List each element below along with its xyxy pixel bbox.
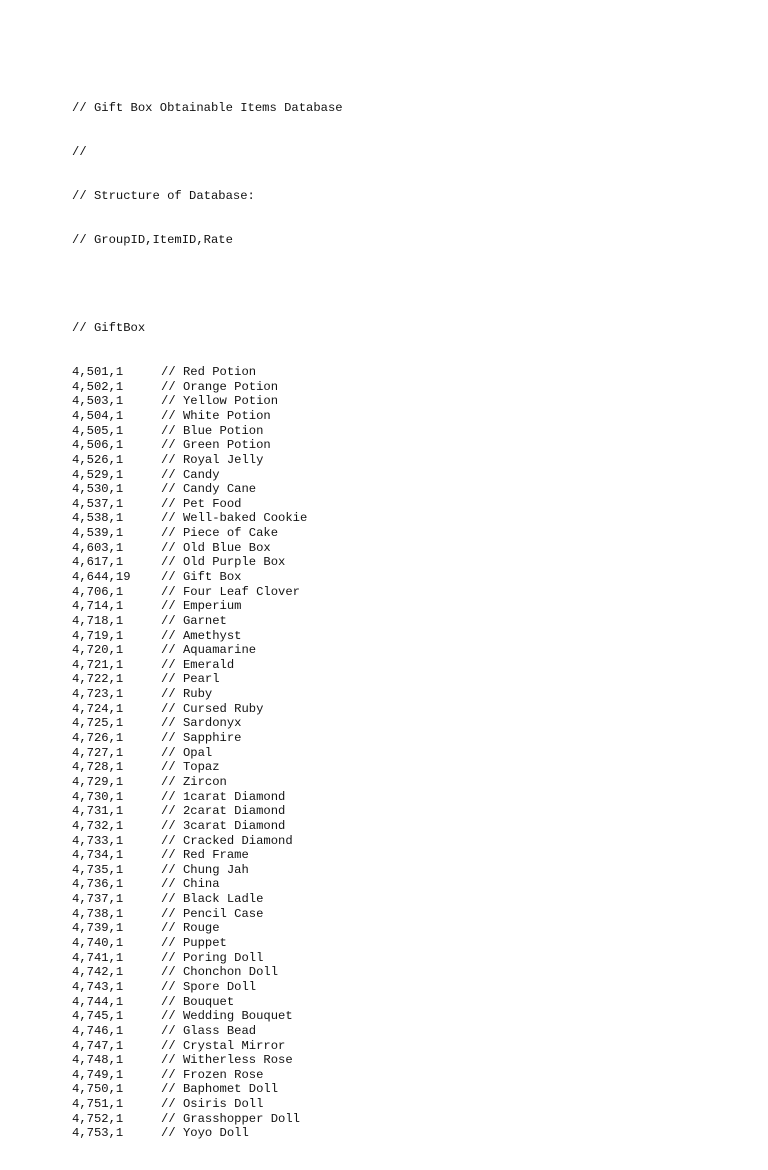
section-label: // GiftBox bbox=[72, 321, 146, 336]
entry-comment: // Garnet bbox=[161, 613, 227, 628]
list-item bbox=[72, 716, 343, 731]
entry-values: 4,738,1 bbox=[72, 906, 124, 921]
entry-values: 4,706,1 bbox=[72, 584, 124, 599]
entry-values: 4,617,1 bbox=[72, 555, 124, 570]
entry-values: 4,501,1 bbox=[72, 365, 124, 380]
list-item bbox=[72, 936, 343, 951]
entry-values: 4,537,1 bbox=[72, 496, 124, 511]
entry-comment: // China bbox=[161, 877, 220, 892]
entry-values: 4,732,1 bbox=[72, 818, 124, 833]
entry-comment: // Pet Food bbox=[161, 496, 242, 511]
entry-comment: // 1carat Diamond bbox=[161, 789, 286, 804]
entry-values: 4,726,1 bbox=[72, 731, 124, 746]
entry-values: 4,731,1 bbox=[72, 804, 124, 819]
entry-comment: // Yoyo Doll bbox=[161, 1126, 249, 1141]
list-item bbox=[72, 468, 343, 483]
entry-values: 4,530,1 bbox=[72, 482, 124, 497]
list-item bbox=[72, 1112, 343, 1127]
entry-comment: // Gift Box bbox=[161, 570, 242, 584]
list-item bbox=[72, 599, 343, 614]
entry-values: 4,603,1 bbox=[72, 540, 124, 555]
entry-comment: // Crystal Mirror bbox=[161, 1038, 286, 1053]
list-item bbox=[72, 863, 343, 878]
entry-comment: // 3carat Diamond bbox=[161, 818, 286, 833]
entry-comment: // Sardonyx bbox=[161, 716, 242, 731]
entry-comment: // Yellow Potion bbox=[161, 394, 279, 409]
entry-comment: // Candy Cane bbox=[161, 482, 257, 497]
entry-comment: // Emerald bbox=[161, 657, 235, 672]
list-item bbox=[72, 1039, 343, 1054]
entry-comment: // Pencil Case bbox=[161, 906, 264, 921]
entry-values: 4,750,1 bbox=[72, 1082, 124, 1097]
entry-comment: // Cracked Diamond bbox=[161, 833, 293, 848]
list-item bbox=[72, 790, 343, 805]
list-item bbox=[72, 775, 343, 790]
header-structure-comment: // Structure of Database: bbox=[72, 189, 255, 204]
list-item bbox=[72, 746, 343, 761]
entry-values: 4,747,1 bbox=[72, 1038, 124, 1053]
entry-values: 4,718,1 bbox=[72, 613, 124, 628]
entry-comment: // Chonchon Doll bbox=[161, 965, 279, 980]
list-item bbox=[72, 643, 343, 658]
entry-comment: // Osiris Doll bbox=[161, 1097, 264, 1112]
entry-comment: // Orange Potion bbox=[161, 379, 279, 394]
list-item bbox=[72, 482, 343, 497]
entry-values: 4,749,1 bbox=[72, 1067, 124, 1082]
entry-values: 4,741,1 bbox=[72, 950, 124, 965]
entry-comment: // Black Ladle bbox=[161, 892, 264, 907]
entry-comment: // Well-baked Cookie bbox=[161, 511, 308, 526]
entry-comment: // Topaz bbox=[161, 760, 220, 775]
list-item bbox=[72, 1097, 343, 1112]
entry-comment: // Frozen Rose bbox=[161, 1067, 264, 1082]
entry-comment: // Four Leaf Clover bbox=[161, 584, 300, 599]
entry-values: 4,730,1 bbox=[72, 789, 124, 804]
list-item bbox=[72, 995, 343, 1010]
entry-comment: // Old Blue Box bbox=[161, 540, 271, 555]
entry-values: 4,714,1 bbox=[72, 599, 124, 614]
entry-values: 4,644,19 bbox=[72, 570, 131, 584]
list-item bbox=[72, 511, 343, 526]
entries-list bbox=[72, 365, 343, 1141]
entry-values: 4,503,1 bbox=[72, 394, 124, 409]
entry-comment: // Ruby bbox=[161, 687, 213, 702]
entry-values: 4,746,1 bbox=[72, 1023, 124, 1038]
entry-values: 4,502,1 bbox=[72, 379, 124, 394]
entry-values: 4,723,1 bbox=[72, 687, 124, 702]
entry-values: 4,722,1 bbox=[72, 672, 124, 687]
list-item bbox=[72, 497, 343, 512]
list-item bbox=[72, 1024, 343, 1039]
list-item bbox=[72, 702, 343, 717]
entry-values: 4,736,1 bbox=[72, 877, 124, 892]
entry-values: 4,727,1 bbox=[72, 745, 124, 760]
entry-comment: // Zircon bbox=[161, 774, 227, 789]
list-item bbox=[72, 555, 343, 570]
entry-values: 4,504,1 bbox=[72, 408, 124, 423]
entry-comment: // Opal bbox=[161, 745, 213, 760]
list-item bbox=[72, 424, 343, 439]
entry-values: 4,737,1 bbox=[72, 892, 124, 907]
entry-comment: // Puppet bbox=[161, 936, 227, 951]
entry-values: 4,506,1 bbox=[72, 438, 124, 453]
entry-values: 4,740,1 bbox=[72, 936, 124, 951]
list-item bbox=[72, 541, 343, 556]
list-item bbox=[72, 980, 343, 995]
list-item bbox=[72, 658, 343, 673]
list-item bbox=[72, 672, 343, 687]
entry-values: 4,719,1 bbox=[72, 628, 124, 643]
list-item bbox=[72, 585, 343, 600]
entry-comment: // Old Purple Box bbox=[161, 555, 286, 570]
entry-values: 4,538,1 bbox=[72, 511, 124, 526]
entry-values: 4,745,1 bbox=[72, 1009, 124, 1024]
entry-values: 4,735,1 bbox=[72, 862, 124, 877]
entry-values: 4,729,1 bbox=[72, 774, 124, 789]
list-item bbox=[72, 907, 343, 922]
list-item bbox=[72, 804, 343, 819]
entry-comment: // Green Potion bbox=[161, 438, 271, 453]
header-title-comment: // Gift Box Obtainable Items Database bbox=[72, 101, 343, 116]
entry-comment: // Poring Doll bbox=[161, 950, 264, 965]
entry-values: 4,725,1 bbox=[72, 716, 124, 731]
list-item bbox=[72, 409, 343, 424]
entry-values: 4,748,1 bbox=[72, 1053, 124, 1068]
entry-comment: // Emperium bbox=[161, 599, 242, 614]
entry-values: 4,752,1 bbox=[72, 1111, 124, 1126]
entry-comment: // Spore Doll bbox=[161, 979, 257, 994]
entry-values: 4,739,1 bbox=[72, 921, 124, 936]
list-item bbox=[72, 965, 343, 980]
list-item bbox=[72, 380, 343, 395]
list-item bbox=[72, 731, 343, 746]
entry-comment: // White Potion bbox=[161, 408, 271, 423]
header-blank-comment: // bbox=[72, 145, 87, 160]
entry-values: 4,721,1 bbox=[72, 657, 124, 672]
entry-values: 4,529,1 bbox=[72, 467, 124, 482]
entry-comment: // Candy bbox=[161, 467, 220, 482]
code-listing bbox=[72, 72, 343, 1170]
list-item bbox=[72, 921, 343, 936]
entry-comment: // Bouquet bbox=[161, 994, 235, 1009]
entry-comment: // Sapphire bbox=[161, 731, 242, 746]
entry-values: 4,505,1 bbox=[72, 423, 124, 438]
entry-values: 4,526,1 bbox=[72, 452, 124, 467]
list-item bbox=[72, 570, 343, 585]
entry-comment: // Amethyst bbox=[161, 628, 242, 643]
list-item bbox=[72, 1068, 343, 1083]
entry-comment: // Wedding Bouquet bbox=[161, 1009, 293, 1024]
entry-values: 4,733,1 bbox=[72, 833, 124, 848]
entry-comment: // Pearl bbox=[161, 672, 220, 687]
list-item bbox=[72, 526, 343, 541]
list-item bbox=[72, 453, 343, 468]
entry-values: 4,753,1 bbox=[72, 1126, 124, 1141]
list-item bbox=[72, 365, 343, 380]
entry-comment: // Rouge bbox=[161, 921, 220, 936]
list-item bbox=[72, 1126, 343, 1141]
entry-comment: // Glass Bead bbox=[161, 1023, 257, 1038]
entry-comment: // Cursed Ruby bbox=[161, 701, 264, 716]
list-item bbox=[72, 760, 343, 775]
entry-comment: // Chung Jah bbox=[161, 862, 249, 877]
blank-line bbox=[72, 277, 343, 292]
list-item bbox=[72, 877, 343, 892]
list-item bbox=[72, 834, 343, 849]
entry-values: 4,742,1 bbox=[72, 965, 124, 980]
entry-values: 4,744,1 bbox=[72, 994, 124, 1009]
entry-comment: // Piece of Cake bbox=[161, 526, 279, 541]
entry-values: 4,539,1 bbox=[72, 526, 124, 541]
list-item bbox=[72, 1053, 343, 1068]
entry-comment: // Witherless Rose bbox=[161, 1053, 293, 1068]
list-item bbox=[72, 1082, 343, 1097]
header-fields-comment: // GroupID,ItemID,Rate bbox=[72, 233, 233, 248]
list-item bbox=[72, 892, 343, 907]
list-item bbox=[72, 438, 343, 453]
list-item bbox=[72, 629, 343, 644]
list-item bbox=[72, 848, 343, 863]
list-item bbox=[72, 951, 343, 966]
entry-comment: // Red Frame bbox=[161, 848, 249, 863]
entry-comment: // 2carat Diamond bbox=[161, 804, 286, 819]
list-item bbox=[72, 394, 343, 409]
entry-values: 4,751,1 bbox=[72, 1097, 124, 1112]
entry-comment: // Blue Potion bbox=[161, 423, 264, 438]
entry-values: 4,724,1 bbox=[72, 701, 124, 716]
entry-comment: // Aquamarine bbox=[161, 643, 257, 658]
entry-values: 4,743,1 bbox=[72, 979, 124, 994]
entry-values: 4,720,1 bbox=[72, 643, 124, 658]
list-item bbox=[72, 819, 343, 834]
entry-comment: // Grasshopper Doll bbox=[161, 1111, 300, 1126]
entry-comment: // Red Potion bbox=[161, 365, 257, 380]
entry-comment: // Royal Jelly bbox=[161, 452, 264, 467]
entry-values: 4,734,1 bbox=[72, 848, 124, 863]
entry-values: 4,728,1 bbox=[72, 760, 124, 775]
list-item bbox=[72, 614, 343, 629]
list-item bbox=[72, 687, 343, 702]
list-item bbox=[72, 1009, 343, 1024]
entry-comment: // Baphomet Doll bbox=[161, 1082, 279, 1097]
